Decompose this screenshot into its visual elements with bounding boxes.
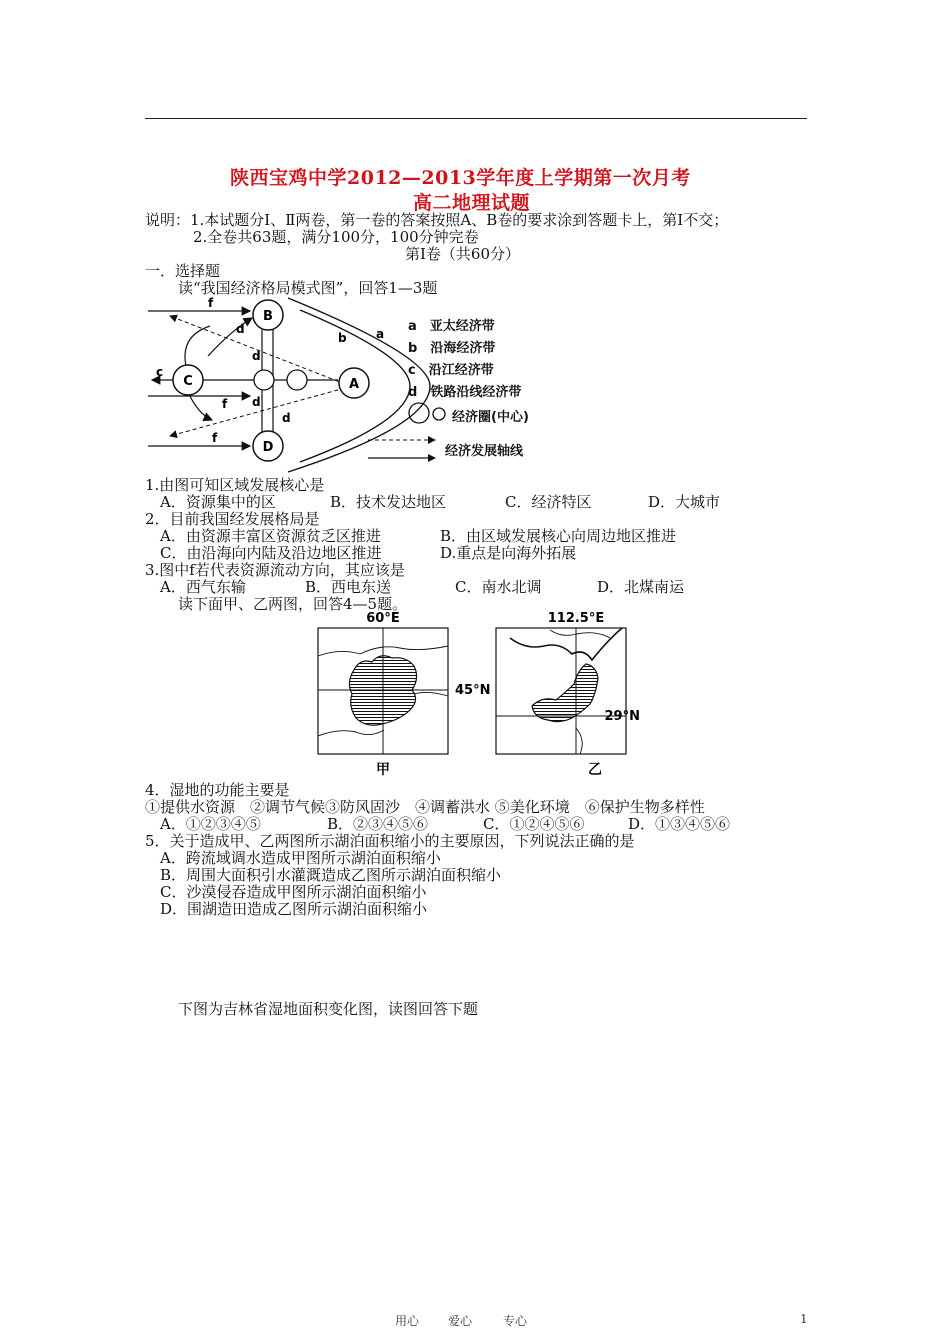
- label-d-4: d: [282, 411, 291, 425]
- node-a: A: [348, 377, 360, 392]
- instructions-line1: 说明：1.本试题分Ⅰ、Ⅱ两卷，第一卷的答案按照A、B卷的要求涂到答题卡上，第Ⅰ不交；: [145, 211, 729, 229]
- q4-option-b: B．②③④⑤⑥: [327, 815, 429, 833]
- intro-next-question: 下图为吉林省湿地面积变化图，读图回答下题: [178, 1000, 479, 1018]
- label-a: a: [376, 327, 385, 341]
- node-b: B: [263, 309, 273, 324]
- q3-option-d: D．北煤南运: [597, 578, 685, 596]
- map-right-name: 乙: [588, 762, 602, 778]
- legend-item-d: d 铁路沿线经济带: [408, 385, 522, 400]
- node-c: C: [183, 374, 193, 389]
- q4-option-c: C．①②④⑤⑥: [483, 815, 585, 833]
- q3-stem: 3.图中f若代表资源流动方向，其应该是: [145, 561, 405, 579]
- exam-title: 陕西宝鸡中学2012—2013学年度上学期第一次月考: [230, 167, 691, 189]
- q5-stem: 5．关于造成甲、乙两图所示湖泊面积缩小的主要原因，下列说法正确的是: [145, 832, 635, 850]
- lake-maps: [310, 608, 640, 780]
- q1-option-a: A．资源集中的区: [160, 493, 276, 511]
- q1-option-d: D．大城市: [648, 493, 721, 511]
- label-f-top: f: [208, 296, 214, 310]
- footer-motto-1: 用心: [395, 1314, 420, 1328]
- q2-stem: 2．目前我国经发展格局是: [145, 510, 320, 528]
- q2-option-b: B．由区域发展核心向周边地区推进: [440, 527, 677, 545]
- q3-option-c: C．南水北调: [455, 578, 542, 596]
- q5-option-d: D．围湖造田造成乙图所示湖泊面积缩小: [160, 900, 428, 918]
- q4-option-a: A．①②③④⑤: [160, 815, 261, 833]
- label-d-3: d: [252, 395, 261, 409]
- q1-option-b: B．技术发达地区: [330, 493, 447, 511]
- q3-option-b: B．西电东送: [305, 578, 392, 596]
- q1-option-c: C．经济特区: [505, 493, 592, 511]
- intro-q4-5: 读下面甲、乙两图，回答4—5题。: [178, 595, 408, 613]
- label-c: c: [156, 365, 164, 379]
- q4-option-d: D．①③④⑤⑥: [628, 815, 731, 833]
- q4-stem: 4．湿地的功能主要是: [145, 781, 290, 799]
- instructions-line2: 2.全卷共63题，满分100分，100分钟完卷: [193, 228, 479, 246]
- intro-q1-3: 读“我国经济格局模式图”，回答1—3题: [178, 279, 438, 297]
- legend-axis-text: 经济发展轴线: [445, 444, 524, 459]
- page-number: 1: [800, 1312, 808, 1326]
- legend-item-c: c 沿江经济带: [408, 363, 494, 378]
- legend-circle-text: 经济圈(中心): [452, 410, 529, 425]
- label-d-1: d: [236, 322, 245, 336]
- q4-options-line: ①提供水资源 ②调节气候③防风固沙 ④调蓄洪水 ⑤美化环境 ⑥保护生物多样性: [145, 798, 705, 816]
- legend-circle-icon: [408, 402, 448, 424]
- exam-subtitle: 高二地理试题: [413, 192, 531, 214]
- label-f-bottom: f: [212, 431, 218, 445]
- label-b: b: [338, 331, 347, 345]
- q5-option-b: B．周围大面积引水灌溉造成乙图所示湖泊面积缩小: [160, 866, 502, 884]
- label-f-middle: f: [222, 397, 228, 411]
- q2-option-a: A．由资源丰富区资源贫乏区推进: [160, 527, 381, 545]
- legend-item-b: b 沿海经济带: [408, 341, 496, 356]
- legend-axis-icon: [368, 432, 438, 466]
- map-left-longitude: 60°E: [366, 611, 400, 626]
- map-right-latitude: 29°N: [604, 709, 640, 724]
- footer-motto-3: 专心: [503, 1314, 528, 1328]
- q2-option-d: D.重点是向海外拓展: [440, 544, 577, 562]
- node-d: D: [262, 440, 274, 455]
- part-heading: 一．选择题: [145, 262, 221, 280]
- label-d-2: d: [252, 349, 261, 363]
- footer-motto-2: 爱心: [448, 1314, 473, 1328]
- q5-option-a: A．跨流域调水造成甲图所示湖泊面积缩小: [160, 849, 441, 867]
- header-rule: [145, 118, 807, 119]
- q1-stem: 1.由图可知区域发展核心是: [145, 476, 325, 494]
- q5-option-c: C．沙漠侵吞造成甲图所示湖泊面积缩小: [160, 883, 427, 901]
- map-left-latitude: 45°N: [455, 683, 491, 698]
- q3-option-a: A．西气东输: [160, 578, 246, 596]
- map-right-longitude: 112.5°E: [547, 611, 605, 626]
- q2-option-c: C．由沿海向内陆及沿边地区推进: [160, 544, 382, 562]
- map-left-name: 甲: [376, 762, 390, 778]
- legend-item-a: a 亚太经济带: [408, 319, 495, 334]
- section-heading: 第Ⅰ卷（共60分）: [405, 245, 521, 263]
